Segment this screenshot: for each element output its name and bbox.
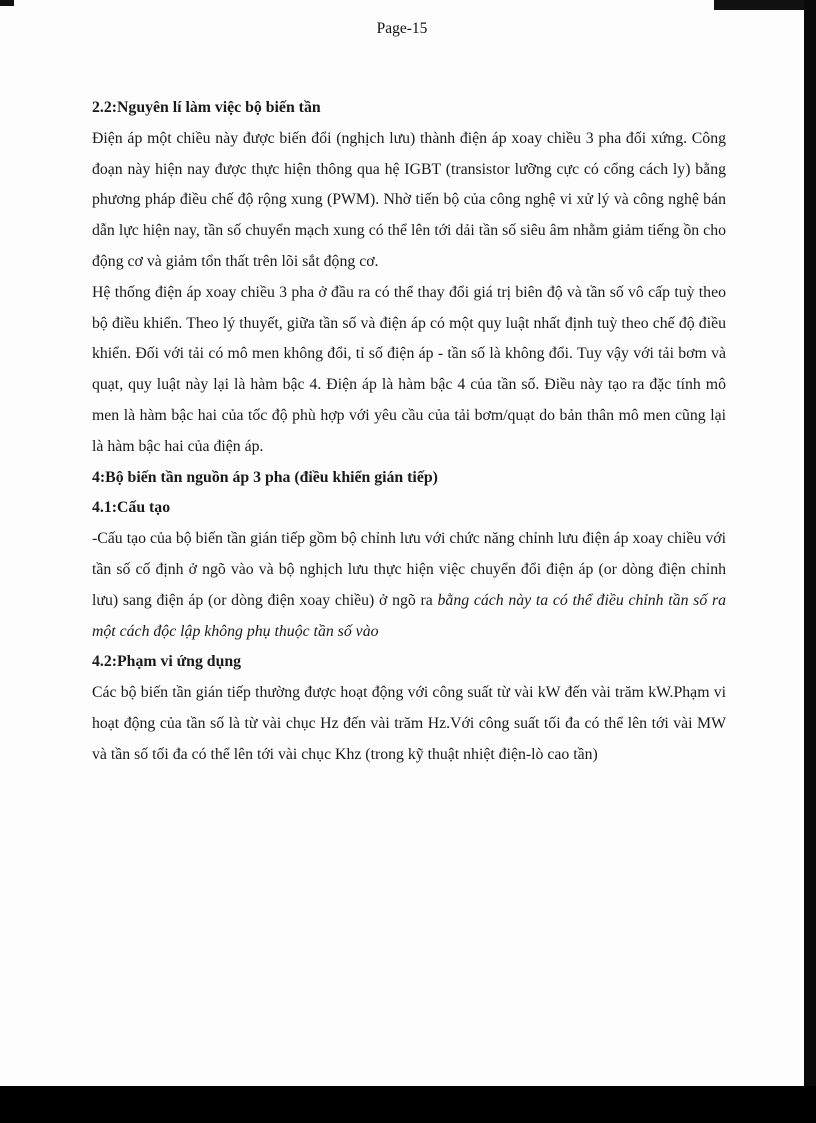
scan-bottom-border <box>0 1086 816 1123</box>
scan-edge-shadow <box>0 0 14 6</box>
paragraph: Điện áp một chiều này được biến đổi (nghịch lưu) thành điện áp xoay chiều 3 pha đối xứng. Công đoạn này hiện nay được thực hiện thông qua hệ IGBT (transistor lưỡng cực có cổng cách ly) bằng phương pháp điều chế độ rộng xung (PWM). Nhờ tiến bộ của công nghệ vi xử lý và công nghệ bán dẫn lực hiện nay, tần số chuyển mạch xung có thể lên tới dải tần số siêu âm nhằm giảm tiếng ồn cho động cơ và giảm tổn thất trên lõi sắt động cơ. <box>92 129 726 270</box>
page-number: Page-15 <box>376 20 428 37</box>
section-heading-4: 4:Bộ biến tần nguồn áp 3 pha (điều khiển gián tiếp) <box>92 468 438 486</box>
paragraph-italic-text: bằng cách này ta có thể điều chỉnh tần số ra một cách độc lập không phụ thuộc tần số vào <box>92 591 726 640</box>
paragraph: Các bộ biến tần gián tiếp thường được hoạt động với công suất từ vài kW đến vài trăm kW.Phạm vi hoạt động của tần số là từ vài chục Hz đến vài trăm Hz.Với công suất tối đa có thể lên tới vài MW và tần số tối đa có thể lên tới vài chục Khz (trong kỹ thuật nhiệt điện-lò cao tần) <box>92 684 726 763</box>
section-heading-2-2: 2.2:Nguyên lí làm việc bộ biến tần <box>92 99 321 116</box>
paragraph <box>92 524 726 647</box>
section-heading-4-2: 4.2:Phạm vi ứng dụng <box>92 653 242 671</box>
document-body <box>92 93 726 771</box>
paragraph-text: -Cấu tạo của bộ biến tần gián tiếp gồm bộ chỉnh lưu với chức năng chỉnh lưu điện áp xoay chiều với tần số cố định ở ngõ vào và bộ nghịch lưu thực hiện việc chuyển đổi điện áp (or dòng điện chỉnh lưu) sang điện áp (or dòng điện xoay chiều) ở ngõ ra <box>92 530 726 609</box>
scan-edge-shadow <box>714 0 804 10</box>
section-heading-4-1: 4.1:Cấu tạo <box>92 499 171 517</box>
paragraph: Hệ thống điện áp xoay chiều 3 pha ở đầu ra có thể thay đổi giá trị biên độ và tần số vô cấp tuỳ theo bộ điều khiển. Theo lý thuyết, giữa tần số và điện áp có một quy luật nhất định tuỳ theo chế độ điều khiển. Đối với tải có mô men không đổi, tỉ số điện áp - tần số là không đổi. Tuy vậy với tải bơm và quạt, quy luật này lại là hàm bậc 4. Điện áp là hàm bậc 4 của tần số. Điều này tạo ra đặc tính mô men là hàm bậc hai của tốc độ phù hợp với yêu cầu của tải bơm/quạt do bản thân mô men cũng lại là hàm bậc hai của điện áp. <box>92 283 726 455</box>
